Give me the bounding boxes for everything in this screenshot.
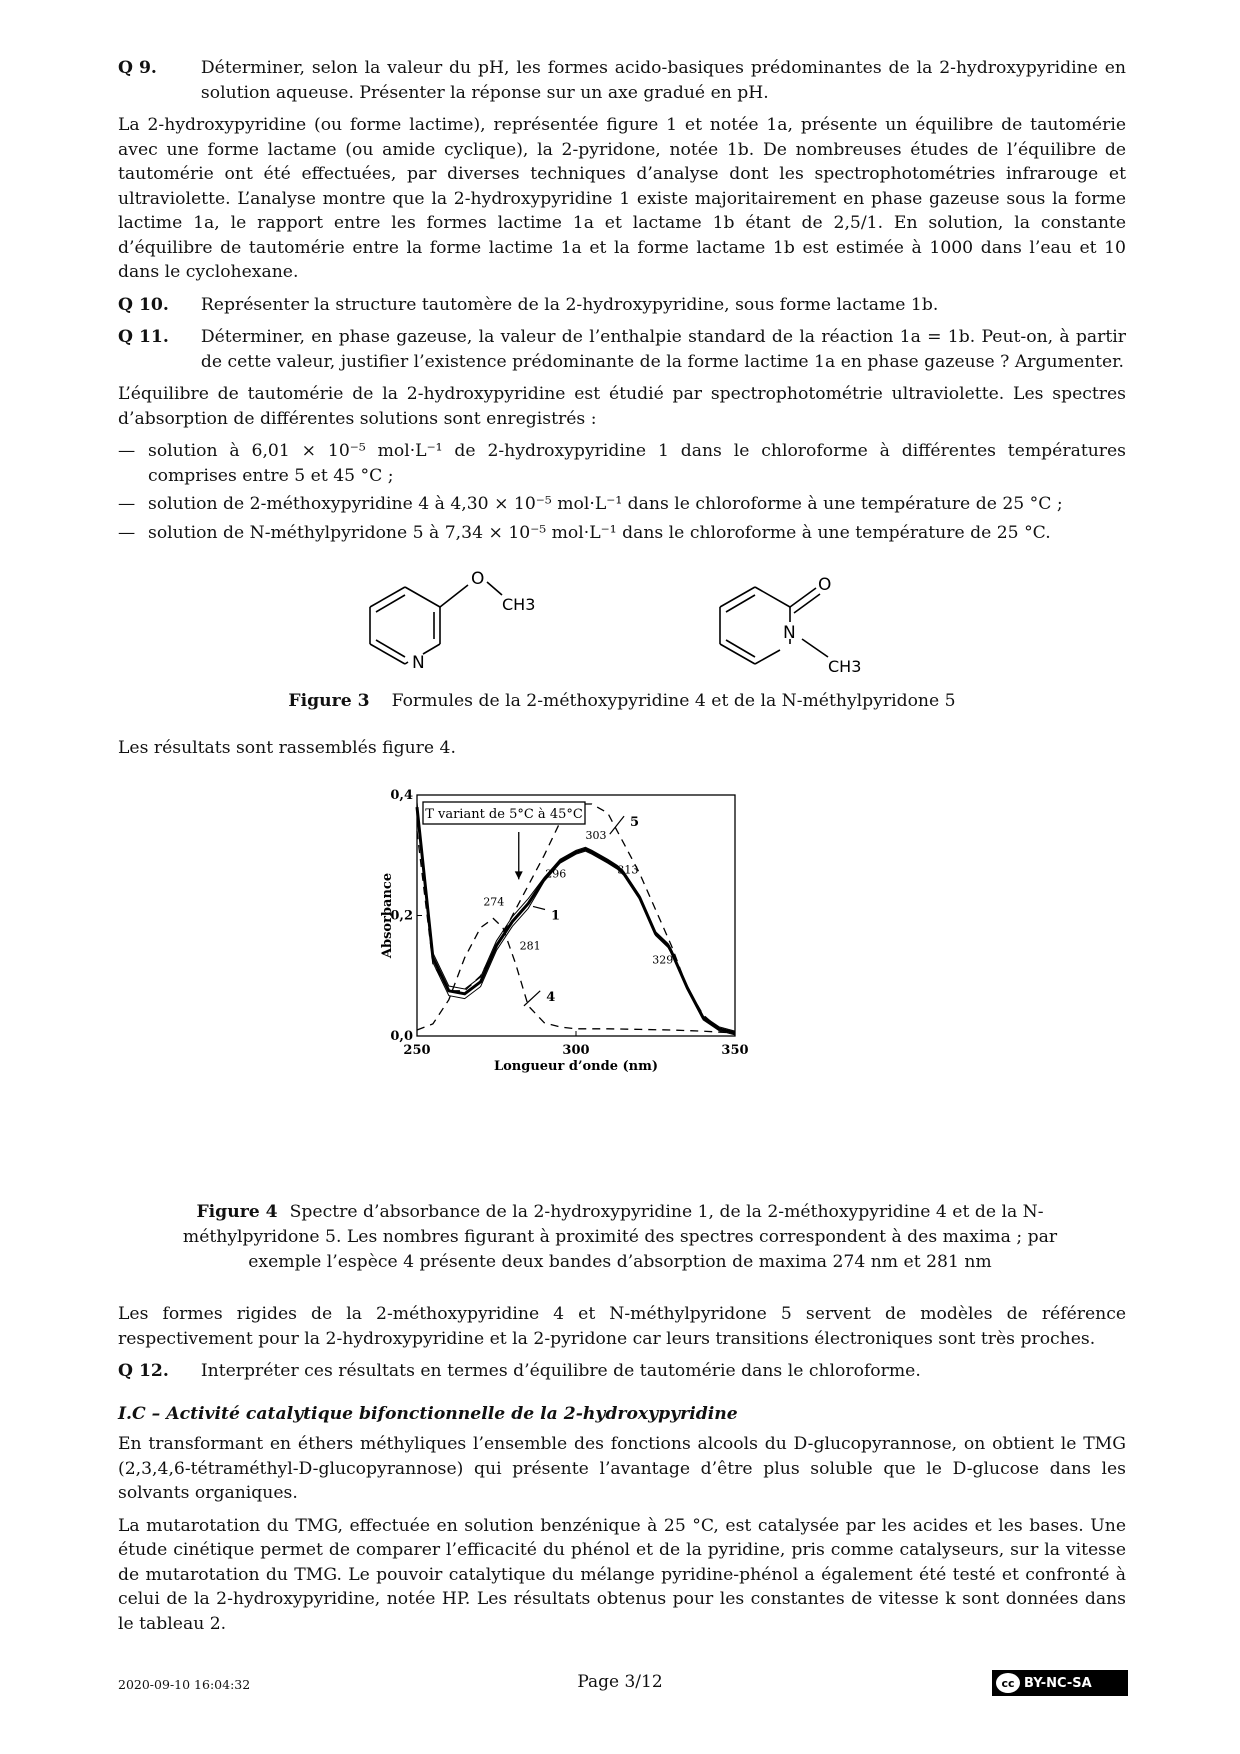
- paragraph-tautomerism: La 2-hydroxypyridine (ou forme lactime), représentée figure 1 et notée 1a, présente un équilibre de tautomérie avec une forme lactame (ou amide cyclique), la 2-pyridone, notée 1b. De nombreuses études de l’équilibre de tautomérie ont été effectuées, par diverses techniques d’analyse dont les spectrophotométries infrarouge et ultraviolette. L’analyse montre que la 2-hydroxypyridine 1 existe majoritairement en phase gazeuse sous la forme lactime 1a, le rapport entre les formes lactime 1a et lactame 1b étant de 2,5/1. En solution, la constante d’équilibre de tautomérie entre la forme lactime 1a et la forme lactame 1b est estimée à 1000 dans l’eau et 10 dans le cyclohexane.: [118, 115, 1126, 282]
- question-9: [118, 56, 1126, 105]
- figure-3-structures: [350, 552, 910, 682]
- peak-label: 281: [519, 939, 541, 953]
- caption-label: Figure 4: [196, 1202, 278, 1222]
- series-label-arrow: [533, 906, 545, 909]
- paragraph-results: Les résultats sont rassemblés figure 4.: [118, 738, 456, 758]
- question-label: Q 11.: [118, 327, 169, 347]
- y-axis-label: Absorbance: [380, 872, 395, 959]
- footer-timestamp: 2020-09-10 16:04:32: [118, 1677, 251, 1692]
- question-text: Interpréter ces résultats en termes d’équilibre de tautomérie dans le chloroforme.: [200, 1361, 921, 1381]
- series-4-line: [417, 919, 735, 1034]
- paragraph-reference-models: Les formes rigides de la 2-méthoxypyridine 4 et N-méthylpyridone 5 servent de modèles de référence respectivement pour la 2-hydroxypyridine et la 2-pyridone car leurs transitions électroniques sont très proches.: [118, 1304, 1126, 1349]
- methyl-label: CH3: [828, 657, 862, 676]
- license-badge: [992, 1670, 1128, 1696]
- question-text: Déterminer, en phase gazeuse, la valeur de l’enthalpie standard de la réaction 1a = 1b. Peut-on, à partir de cette valeur, justifier l’existence prédominante de la forme lactime 1a en phase gazeuse ? Argumenter.: [200, 327, 1126, 372]
- series-1-temperature-trace: [417, 802, 735, 1031]
- nitrogen-label: N: [412, 653, 425, 673]
- y-tick-label: 0,0: [390, 1029, 413, 1044]
- question-label: Q 9.: [118, 58, 157, 78]
- peak-label: 296: [545, 867, 567, 881]
- oxygen-label: O: [471, 569, 485, 589]
- x-tick-label: 300: [562, 1043, 590, 1058]
- caption-text: Spectre d’absorbance de la 2-hydroxypyridine 1, de la 2-méthoxypyridine 4 et de la N-méthylpyridone 5. Les nombres figurant à proximité des spectres correspondent à des maxima ; par exemple l’espèce 4 présente deux bandes d’absorption de maxima 274 nm et 281 nm: [182, 1202, 1058, 1272]
- question-11: [118, 325, 1126, 374]
- annotation-text: T variant de 5°C à 45°C: [425, 807, 583, 822]
- question-label: Q 10.: [118, 294, 169, 315]
- peak-label: 274: [483, 895, 505, 909]
- carbonyl-oxygen-label: O: [818, 575, 832, 595]
- cc-icon: cc: [996, 1673, 1020, 1693]
- x-tick-label: 250: [403, 1043, 431, 1058]
- question-text: Représenter la structure tautomère de la 2-hydroxypyridine, sous forme lactame 1b.: [200, 294, 939, 315]
- methyl-label: CH3: [502, 595, 536, 614]
- x-tick-label: 350: [721, 1043, 749, 1058]
- page-number: Page 3/12: [577, 1672, 663, 1692]
- annotation-arrowhead: [515, 871, 523, 879]
- section-heading: I.C – Activité catalytique bifonctionnelle de la 2-hydroxypyridine: [118, 1403, 738, 1424]
- methylpyridone-structure: [720, 587, 828, 664]
- list-item: — solution de N-méthylpyridone 5 à 7,34 × 10⁻⁵ mol·L⁻¹ dans le chloroforme à une température de 25 °C.: [118, 521, 1126, 546]
- paragraph-uv-study: L’équilibre de tautomérie de la 2-hydroxypyridine est étudié par spectrophotométrie ultraviolette. Les spectres d’absorption de différentes solutions sont enregistrés :: [118, 384, 1126, 429]
- figure-4-chart: [380, 785, 825, 1185]
- question-label: Q 12.: [118, 1361, 169, 1381]
- figure-3-caption: [118, 691, 1126, 711]
- methoxypyridine-structure: [370, 582, 502, 664]
- caption-label: Figure 3: [288, 691, 370, 711]
- page-body: [118, 56, 1126, 553]
- series-label: 5: [630, 815, 640, 831]
- plot-frame: [417, 795, 735, 1036]
- y-tick-label: 0,4: [390, 788, 413, 803]
- series-label: 1: [551, 908, 561, 924]
- list-item: — solution de 2-méthoxypyridine 4 à 4,30 × 10⁻⁵ mol·L⁻¹ dans le chloroforme à une température de 25 °C ;: [118, 492, 1126, 517]
- series-1-line: [417, 807, 735, 1033]
- paragraph-tmg: En transformant en éthers méthyliques l’ensemble des fonctions alcools du D-glucopyrannose, on obtient le TMG (2,3,4,6-tétraméthyl-D-glucopyrannose) qui présente l’avantage d’être plus soluble que le D-glucose dans les solvants organiques.: [118, 1434, 1126, 1503]
- license-text: BY-NC-SA: [1024, 1675, 1092, 1691]
- lower-section: [118, 1302, 1126, 1644]
- y-tick-label: 0,2: [390, 908, 413, 924]
- x-axis-label: Longueur d’onde (nm): [493, 1059, 659, 1074]
- peak-label: 329: [652, 953, 674, 967]
- question-12: [118, 1359, 1126, 1384]
- solution-list: [118, 439, 1126, 545]
- peak-label: 303: [585, 829, 607, 843]
- question-10: [118, 293, 1126, 318]
- nitrogen-label: N: [783, 623, 796, 643]
- figure-4-caption: [150, 1200, 1090, 1275]
- paragraph-mutarotation: La mutarotation du TMG, effectuée en solution benzénique à 25 °C, est catalysée par les acides et les bases. Une étude cinétique permet de comparer l’efficacité du phénol et de la pyridine, pris comme catalyseurs, sur la vitesse de mutarotation du TMG. Le pouvoir catalytique du mélange pyridine-phénol a également été testé et confronté à celui de la 2-hydroxypyridine, notée HP. Les résultats obtenus pour les constantes de vitesse k sont données dans le tableau 2.: [118, 1515, 1126, 1634]
- list-item: — solution à 6,01 × 10⁻⁵ mol·L⁻¹ de 2-hydroxypyridine 1 dans le chloroforme à différentes températures comprises entre 5 et 45 °C ;: [118, 439, 1126, 488]
- caption-text: Formules de la 2-méthoxypyridine 4 et de la N-méthylpyridone 5: [391, 691, 956, 711]
- series-label: 4: [546, 989, 556, 1005]
- peak-label: 313: [617, 863, 639, 877]
- series-1-temperature-trace: [417, 812, 735, 1035]
- question-text: Déterminer, selon la valeur du pH, les formes acido-basiques prédominantes de la 2-hydroxypyridine en solution aqueuse. Présenter la réponse sur un axe gradué en pH.: [200, 58, 1126, 103]
